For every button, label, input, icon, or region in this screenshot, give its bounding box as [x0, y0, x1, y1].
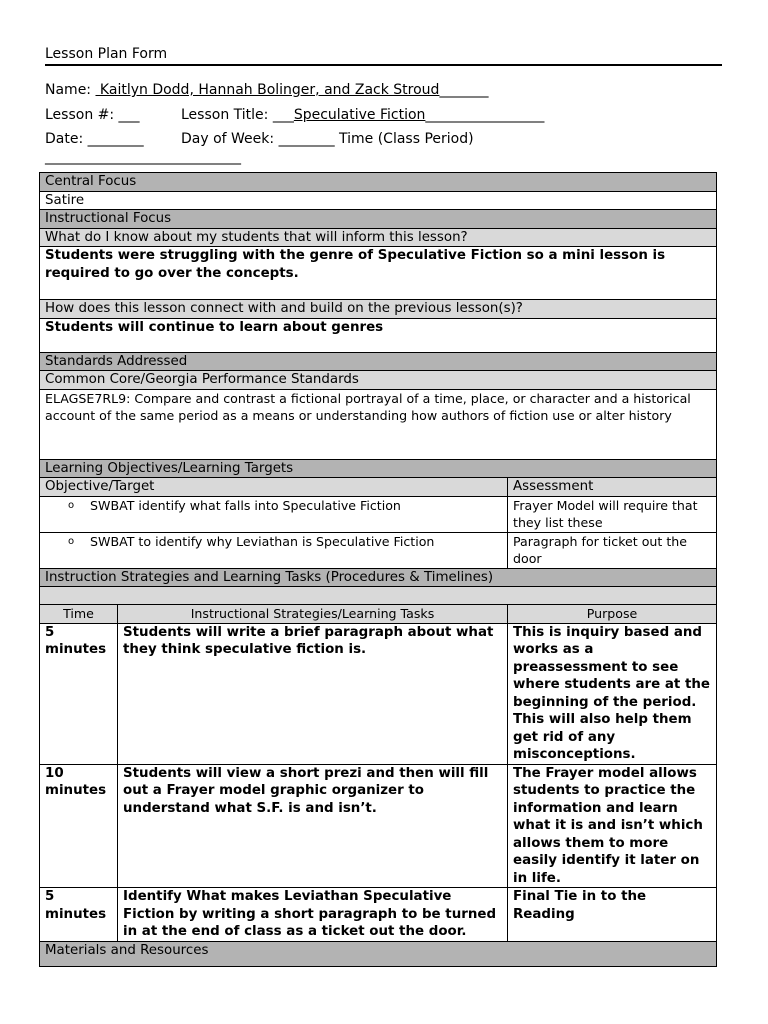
answer-connection-row — [40, 318, 717, 352]
date-label: Date: — [45, 131, 88, 147]
time-label: Time (Class Period) — [334, 131, 474, 147]
central-focus-header-row — [40, 173, 717, 192]
lesson-plan-table — [39, 172, 717, 967]
instruction-spacer — [40, 587, 717, 605]
name-trail: _______ — [439, 82, 489, 98]
lesson-number-blank: ___ — [118, 107, 140, 123]
standards-header: Standards Addressed — [40, 352, 717, 371]
day-time-line — [181, 130, 474, 148]
central-focus-header: Central Focus — [40, 173, 717, 192]
time-cell: 5 minutes — [40, 623, 118, 764]
lesson-title-value: Speculative Fiction — [293, 107, 426, 123]
time-blank: ____________________________ — [45, 149, 241, 165]
day-of-week-label: Day of Week: — [181, 131, 279, 147]
objective-row — [40, 532, 717, 568]
purpose-cell: Final Tie in to the Reading — [508, 888, 717, 942]
objective-row — [40, 496, 717, 532]
date-blank: ________ — [87, 131, 144, 147]
lesson-line — [45, 106, 140, 124]
time-cell: 5 minutes — [40, 888, 118, 942]
lesson-title-label: Lesson Title: — [181, 107, 273, 123]
assessment-cell: Paragraph for ticket out the door — [508, 532, 717, 568]
name-line — [45, 81, 488, 99]
instructional-focus-header: Instructional Focus — [40, 210, 717, 229]
answer-students: Students were struggling with the genre of Speculative Fiction so a mini lesson is required to go over the concepts. — [40, 247, 717, 300]
central-focus-value: Satire — [40, 191, 717, 210]
assessment-cell: Frayer Model will require that they list these — [508, 496, 717, 532]
instruction-spacer-row — [40, 587, 717, 605]
standards-subheader-row — [40, 371, 717, 390]
objectives-header: Learning Objectives/Learning Targets — [40, 459, 717, 478]
lesson-title-lead: ___ — [272, 107, 294, 123]
lesson-number-label: Lesson #: — [45, 107, 119, 123]
instruction-header: Instruction Strategies and Learning Tasks (Procedures & Timelines) — [40, 568, 717, 587]
central-focus-value-row — [40, 191, 717, 210]
task-cell: Identify What makes Leviathan Speculative Fiction by writing a short paragraph to be turned in at the end of class as a ticket out the door. — [118, 888, 508, 942]
objective-cell — [40, 496, 508, 532]
lesson-title-trail: _________________ — [425, 107, 545, 123]
answer-students-row — [40, 247, 717, 300]
question-students: What do I know about my students that will inform this lesson? — [40, 228, 717, 247]
title-divider — [45, 64, 722, 66]
instructional-focus-header-row — [40, 210, 717, 229]
standards-header-row — [40, 352, 717, 371]
name-value: Kaitlyn Dodd, Hannah Bolinger, and Zack Stroud — [95, 82, 440, 98]
date-line — [45, 130, 144, 148]
task-cell: Students will view a short prezi and then will fill out a Frayer model graphic organizer to understand what S.F. is and isn’t. — [118, 764, 508, 888]
question-students-row — [40, 228, 717, 247]
bullet-icon: o — [68, 499, 75, 511]
objective-cell — [40, 532, 508, 568]
instruction-row — [40, 764, 717, 888]
instruction-row — [40, 888, 717, 942]
objective-text: SWBAT identify what falls into Speculative Fiction — [90, 497, 401, 513]
task-cell: Students will write a brief paragraph about what they think speculative fiction is. — [118, 623, 508, 764]
time-column-header: Time — [40, 605, 118, 624]
instruction-header-row — [40, 568, 717, 587]
objective-column-header: Objective/Target — [40, 478, 508, 497]
answer-connection: Students will continue to learn about genres — [40, 318, 717, 352]
bullet-icon: o — [68, 535, 75, 547]
instruction-row — [40, 623, 717, 764]
standards-text: ELAGSE7RL9: Compare and contrast a fictional portrayal of a time, place, or character and a historical account of the same period as a means or understanding how authors of fiction use or alter history — [40, 389, 717, 459]
objective-text: SWBAT to identify why Leviathan is Speculative Fiction — [90, 533, 435, 549]
question-connection-row — [40, 300, 717, 319]
materials-header: Materials and Resources — [40, 941, 717, 966]
purpose-column-header: Purpose — [508, 605, 717, 624]
time-cell: 10 minutes — [40, 764, 118, 888]
objectives-header-row — [40, 459, 717, 478]
name-label: Name: — [45, 82, 96, 98]
lesson-title-line — [181, 106, 544, 124]
form-title: Lesson Plan Form — [45, 46, 168, 62]
purpose-cell: The Frayer model allows students to practice the information and learn what it is and isn’t which allows them to more easily identify it later on in life. — [508, 764, 717, 888]
tasks-column-header: Instructional Strategies/Learning Tasks — [118, 605, 508, 624]
question-connection: How does this lesson connect with and build on the previous lesson(s)? — [40, 300, 717, 319]
instruction-column-row — [40, 605, 717, 624]
day-of-week-blank: ________ — [278, 131, 335, 147]
assessment-column-header: Assessment — [508, 478, 717, 497]
materials-header-row — [40, 941, 717, 966]
purpose-cell: This is inquiry based and works as a preassessment to see where students are at the beginning of the period. This will also help them get rid of any misconceptions. — [508, 623, 717, 764]
objectives-column-row — [40, 478, 717, 497]
standards-subheader: Common Core/Georgia Performance Standards — [40, 371, 717, 390]
standards-text-row — [40, 389, 717, 459]
